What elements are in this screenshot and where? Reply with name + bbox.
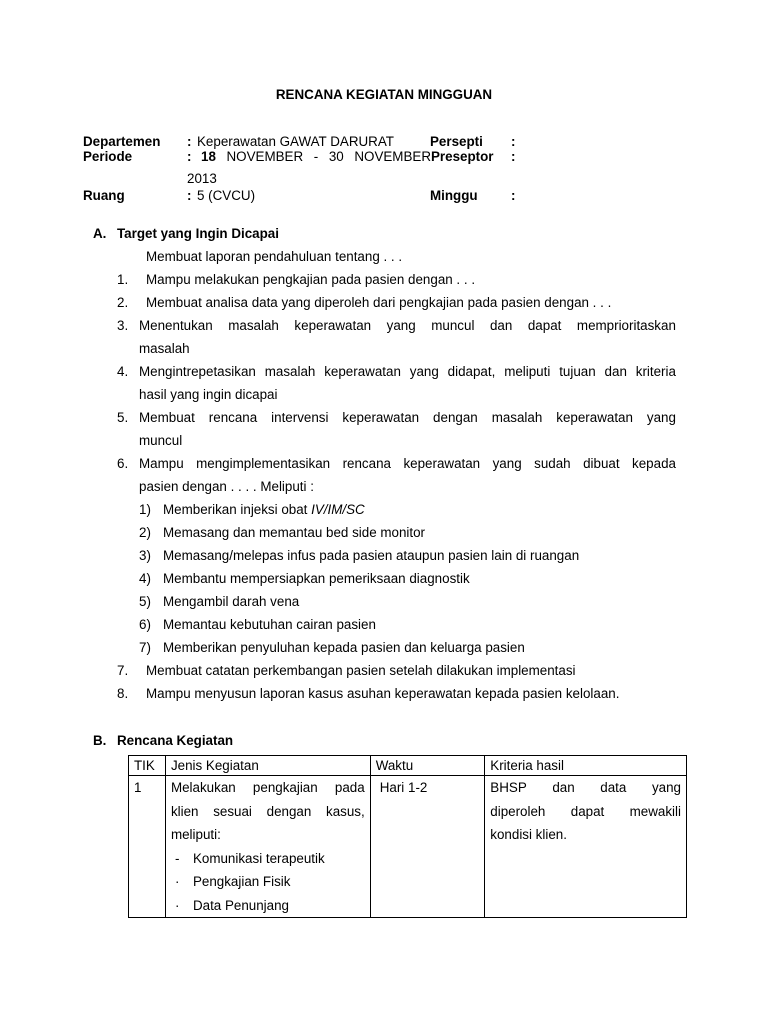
section-a-title: Target yang Ingin Dicapai [117, 226, 279, 241]
kriteria-hasil-cell [485, 776, 687, 918]
table-row [129, 776, 687, 918]
sub-item-number: 6) [139, 617, 151, 632]
list-item-continuation: hasil yang ingin dicapai [139, 387, 278, 402]
periode-year: 2013 [187, 171, 217, 186]
section-a-intro: Membuat laporan pendahuluan tentang . . . [146, 249, 403, 264]
list-item-number: 4. [117, 364, 129, 379]
sub-item: Memberikan penyuluhan kepada pasien dan keluarga pasien [163, 640, 525, 655]
list-item: Mampu menyusun laporan kasus asuhan keperawatan kepada pasien kelolaan. [146, 686, 620, 701]
table-header-cell: TIK [129, 756, 166, 776]
list-item: Mampu melakukan pengkajian pada pasien dengan . . . [146, 272, 476, 287]
bullet-item: · Data Penunjang [174, 897, 289, 913]
sub-item: Memantau kebutuhan cairan pasien [163, 617, 376, 632]
section-b-marker: B. [93, 733, 107, 748]
preseptor-label: Preseptor [431, 149, 494, 164]
sub-item-number: 2) [139, 525, 151, 540]
sub-item-number: 5) [139, 594, 151, 609]
list-item: Membuat catatan perkembangan pasien setelah dilakukan implementasi [146, 663, 576, 678]
kriteria-line: BHSP dan data yang [490, 780, 681, 795]
sub-item-number: 1) [139, 502, 151, 517]
list-item-number: 6. [117, 456, 129, 471]
ruang-label: Ruang [83, 188, 125, 203]
jenis-line: Melakukan pengkajian pada [170, 780, 365, 795]
list-item: Mengintrepetasikan masalah keperawatan yang didapat, meliputi tujuan dan kriteria [139, 364, 676, 379]
section-a-marker: A. [93, 226, 107, 241]
jenis-kegiatan-cell [165, 776, 370, 918]
list-item-continuation: muncul [139, 433, 183, 448]
list-item-number: 5. [117, 410, 129, 425]
bullet-item: · Pengkajian Fisik [174, 874, 291, 889]
waktu-cell: Hari 1-2 [370, 776, 485, 918]
list-item: Membuat analisa data yang diperoleh dari pengkajian pada pasien dengan . . . [146, 295, 612, 310]
periode-label: Periode [83, 149, 133, 164]
sub-item: Memasang dan memantau bed side monitor [163, 525, 426, 540]
minggu-label: Minggu [430, 188, 478, 203]
preseptor-colon: : [511, 149, 516, 164]
section-b-title: Rencana Kegiatan [117, 733, 234, 748]
jenis-line: klien sesuai dengan kasus, [170, 803, 365, 819]
kriteria-line: diperoleh dapat mewakili [490, 803, 681, 819]
departemen-value: Keperawatan GAWAT DARURAT [197, 134, 394, 149]
jenis-line: meliputi: [170, 827, 221, 842]
list-item-number: 7. [117, 663, 129, 678]
table-header-row [129, 756, 687, 776]
list-item-number: 2. [117, 295, 129, 310]
list-item-continuation: pasien dengan . . . . Meliputi : [139, 479, 314, 494]
list-item-number: 8. [117, 686, 129, 701]
sub-item: Memasang/melepas infus pada pasien ataupun pasien lain di ruangan [163, 548, 580, 563]
sub-item-number: 7) [139, 640, 151, 655]
persepti-label: Persepti [430, 134, 483, 149]
table-header-cell: Jenis Kegiatan [165, 756, 370, 776]
sub-item: Mengambil darah vena [163, 594, 300, 609]
tik-cell: 1 [129, 776, 166, 918]
sub-item-number: 3) [139, 548, 151, 563]
sub-item: Memberikan injeksi obat IV/IM/SC [163, 502, 365, 517]
periode-colon: : [187, 149, 192, 164]
periode-value: 18 NOVEMBER - 30 NOVEMBER [201, 149, 431, 164]
minggu-colon: : [511, 188, 516, 203]
list-item-number: 1. [117, 272, 129, 287]
list-item-number: 3. [117, 318, 129, 333]
departemen-label: Departemen [83, 134, 161, 149]
sub-item-number: 4) [139, 571, 151, 586]
list-item-continuation: masalah [139, 341, 190, 356]
ruang-value: 5 (CVCU) [197, 188, 256, 203]
ruang-colon: : [187, 188, 192, 203]
kriteria-line: kondisi klien. [490, 827, 567, 842]
rencana-kegiatan-table [128, 755, 687, 918]
departemen-colon: : [187, 134, 192, 149]
sub-item: Membantu mempersiapkan pemeriksaan diagnostik [163, 571, 470, 586]
bullet-item: - Komunikasi terapeutik [174, 850, 325, 866]
page-title: RENCANA KEGIATAN MINGGUAN [275, 87, 493, 102]
table-header-cell: Kriteria hasil [485, 756, 687, 776]
list-item: Menentukan masalah keperawatan yang muncul dan dapat memprioritaskan [139, 318, 676, 333]
list-item: Mampu mengimplementasikan rencana keperawatan yang sudah dibuat kepada [139, 456, 676, 471]
list-item: Membuat rencana intervensi keperawatan dengan masalah keperawatan yang [139, 410, 676, 425]
table-header-cell: Waktu [370, 756, 485, 776]
persepti-colon: : [511, 134, 516, 149]
